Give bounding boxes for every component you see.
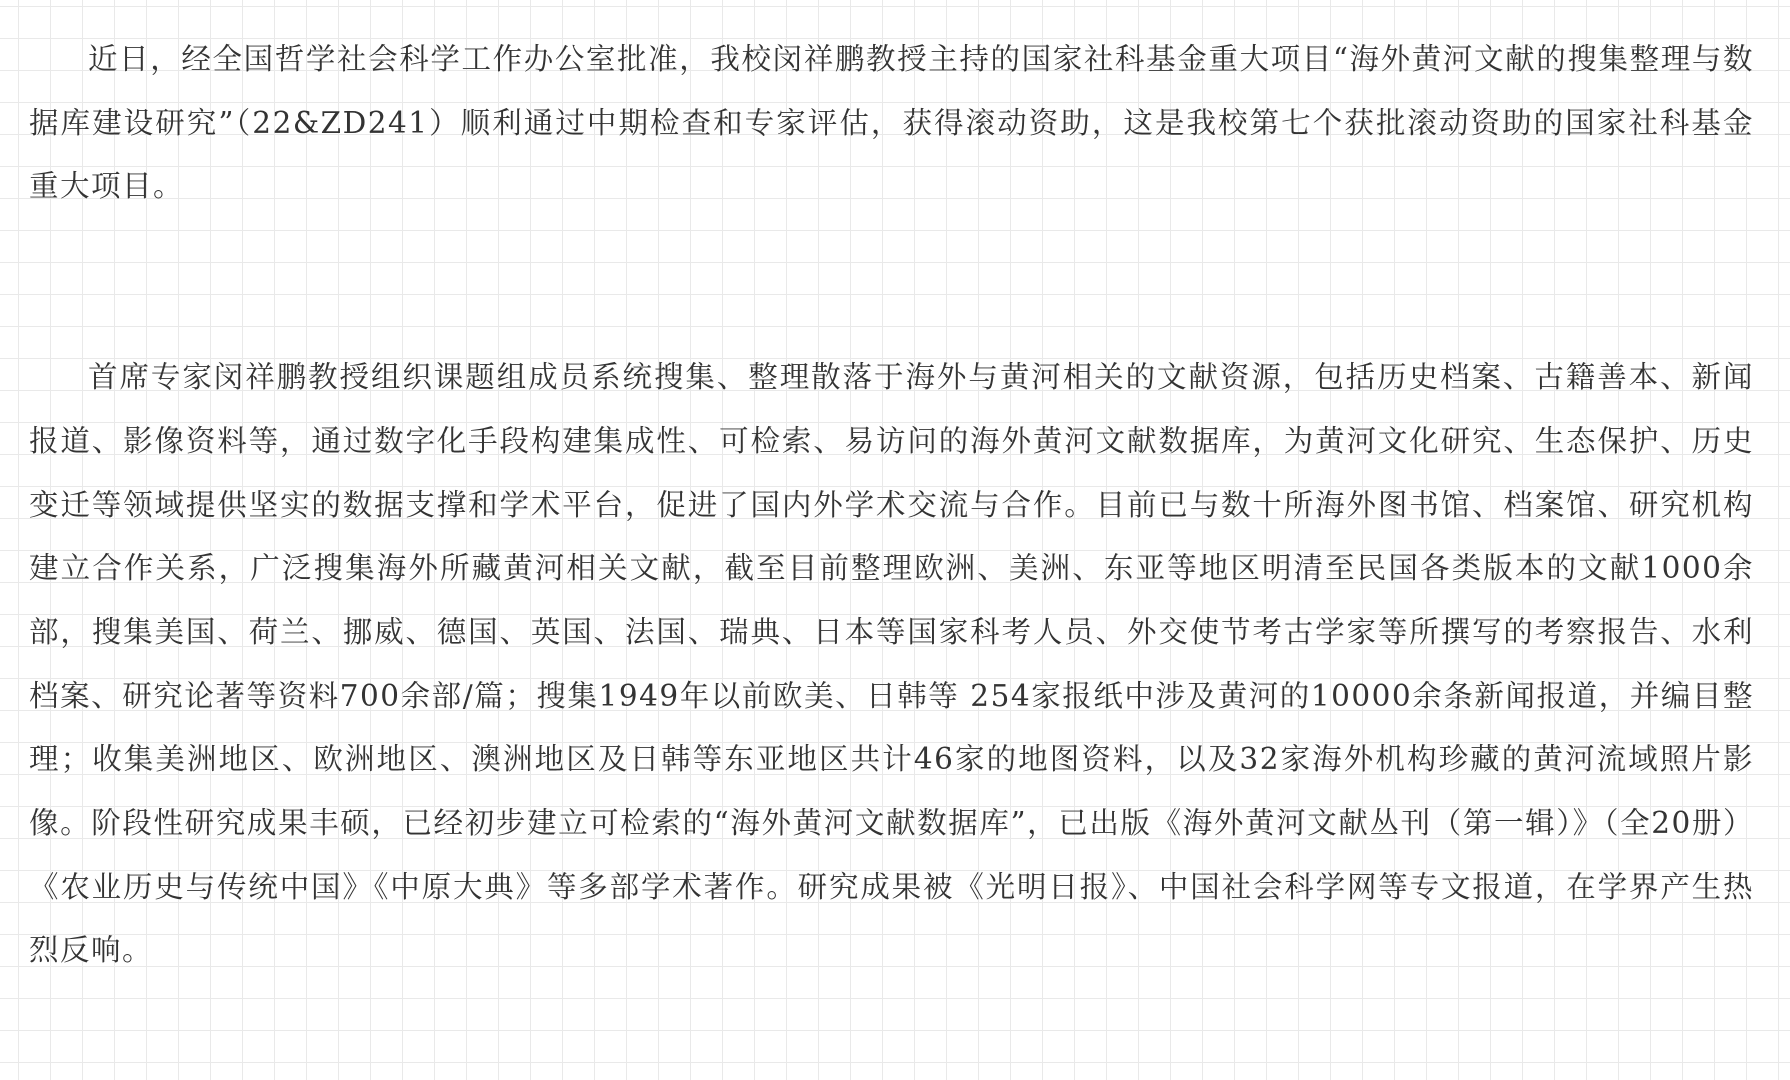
article-body (29, 28, 1754, 983)
paragraph-approval-news: 近日，经全国哲学社会科学工作办公室批准，我校闵祥鹏教授主持的国家社科基金重大项目“海外黄河文献的搜集整理与数据库建设研究”（22&ZD241）顺利通过中期检查和专家评估，获得滚动资助，这是我校第七个获批滚动资助的国家社科基金重大项目。 (29, 42, 1754, 204)
paragraph-project-progress: 首席专家闵祥鹏教授组织课题组成员系统搜集、整理散落于海外与黄河相关的文献资源，包括历史档案、古籍善本、新闻报道、影像资料等，通过数字化手段构建集成性、可检索、易访问的海外黄河文献数据库，为黄河文化研究、生态保护、历史变迁等领域提供坚实的数据支撑和学术平台，促进了国内外学术交流与合作。目前已与数十所海外图书馆、档案馆、研究机构建立合作关系，广泛搜集海外所藏黄河相关文献，截至目前整理欧洲、美洲、东亚等地区明清至民国各类版本的文献1000余部，搜集美国、荷兰、挪威、德国、英国、法国、瑞典、日本等国家科考人员、外交使节考古学家等所撰写的考察报告、水利档案、研究论著等资料700余部/篇；搜集1949年以前欧美、日韩等 254家报纸中涉及黄河的10000余条新闻报道，并编目整理；收集美洲地区、欧洲地区、澳洲地区及日韩等东亚地区共计46家的地图资料，以及32家海外机构珍藏的黄河流域照片影像。阶段性研究成果丰硕，已经初步建立可检索的“海外黄河文献数据库”，已出版《海外黄河文献丛刊（第一辑）》（全20册）《农业历史与传统中国》《中原大典》等多部学术著作。研究成果被《光明日报》、中国社会科学网等专文报道，在学界产生热烈反响。 (29, 360, 1754, 968)
